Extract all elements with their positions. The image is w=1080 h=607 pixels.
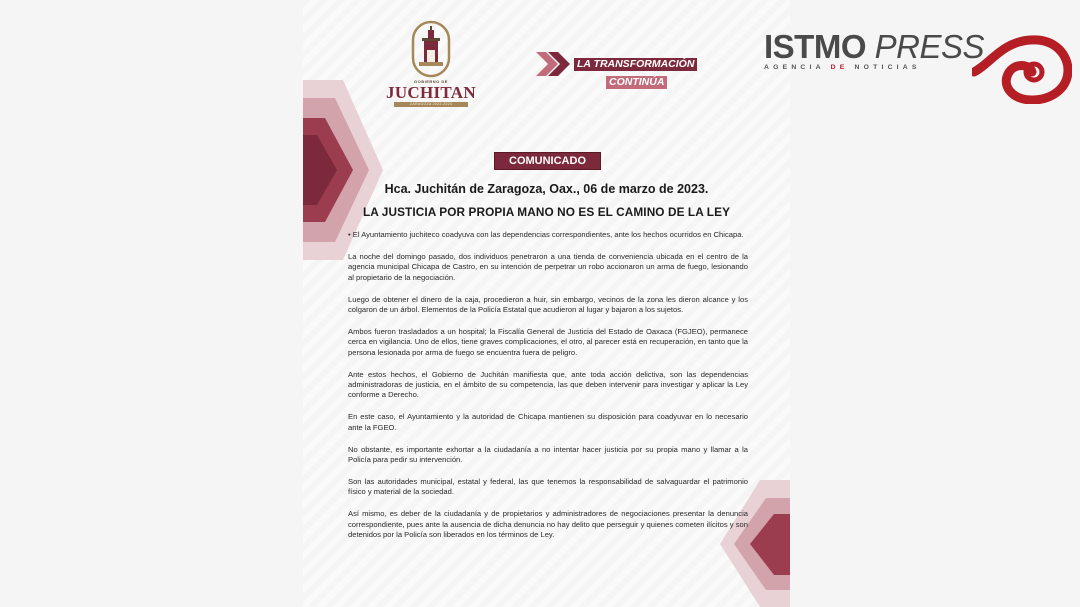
city-hall-emblem-icon bbox=[411, 20, 451, 78]
paragraph: Ambos fueron trasladados a un hospital; la Fiscalía General de Justicia del Estado de Oaxaca (FGJEO), permanece cerca en vigilancia. Uno de ellos, tiene graves complicaciones, el otro, al parecer está en recuperación, en tanto que la persona lesionada por arma de fuego se encuentra fuera de peligro. bbox=[348, 326, 748, 357]
comunicado-badge: COMUNICADO bbox=[494, 152, 601, 170]
dateline: Hca. Juchitán de Zaragoza, Oax., 06 de marzo de 2023. bbox=[384, 182, 709, 196]
headline: LA JUSTICIA POR PROPIA MANO NO ES EL CAMINO DE LA LEY bbox=[362, 205, 731, 219]
press-release-body bbox=[348, 230, 748, 552]
istmo-press-title bbox=[764, 28, 984, 66]
campaign-text bbox=[574, 54, 716, 90]
juchitan-government-logo bbox=[381, 20, 481, 107]
brand-main: ISTMO bbox=[764, 28, 866, 65]
istmo-tagline bbox=[764, 64, 921, 71]
paragraph: Luego de obtener el dinero de la caja, procedieron a huir, sin embargo, vecinos de la zona les dieron alcance y los colgaron de un árbol. Elementos de la Policía Estatal que acudieron al lugar y bajaron a los sujetos. bbox=[348, 294, 748, 315]
municipality-name: JUCHITAN bbox=[386, 83, 476, 102]
campaign-logo bbox=[536, 50, 716, 88]
double-arrow-icon bbox=[536, 52, 572, 76]
tagline-de: DE bbox=[830, 64, 849, 71]
gobierno-label: GOBIERNO DE bbox=[414, 79, 448, 84]
tagline-pre: AGENCIA bbox=[764, 64, 825, 71]
paragraph: No obstante, es importante exhortar a la ciudadanía a no intentar hacer justicia por su propia mano y llamar a la Policía para pedir su intervención. bbox=[348, 444, 748, 465]
istmo-press-mark-icon bbox=[972, 34, 1072, 104]
paragraph: En este caso, el Ayuntamiento y la autoridad de Chicapa mantienen su disposición para coadyuvar en lo necesario ante la FGEO. bbox=[348, 412, 748, 432]
paragraph: Ante estos hechos, el Gobierno de Juchitán manifiesta que, ante toda acción delictiva, son las dependencias administradoras de justicia, en el ámbito de su competencia, las que deben intervenir para investigar y aplicar la Ley conforme a Derecho. bbox=[348, 369, 748, 400]
paragraph: Son las autoridades municipal, estatal y federal, las que tenemos la responsabilidad de salvaguardar el patrimonio físico y material de la sociedad. bbox=[348, 477, 748, 497]
paragraph: • El Ayuntamiento juchiteco coadyuva con las dependencias correspondientes, ante los hechos ocurridos en Chicapa. bbox=[348, 230, 744, 239]
brand-italic: PRESS bbox=[874, 28, 985, 65]
press-release-document bbox=[303, 0, 790, 607]
campaign-line-2: CONTINÚA bbox=[606, 76, 667, 89]
istmo-press-watermark bbox=[760, 28, 1072, 108]
logo-strip: ZARAGOZA 2022-2024 bbox=[394, 102, 468, 107]
tagline-post: NOTICIAS bbox=[854, 64, 921, 71]
paragraph: Así mismo, es deber de la ciudadanía y de propietarios y administradores de negociaciones presentar la denuncia correspondiente, pues ante la ausencia de dicha denuncia no hay delito que perseguir y quienes cometen ilícitos y son detenidos por la Policía son liberados en los términos de Ley. bbox=[348, 509, 748, 540]
left-background bbox=[0, 0, 303, 607]
campaign-line-1: LA TRANSFORMACIÓN bbox=[574, 58, 697, 71]
paragraph: La noche del domingo pasado, dos individuos penetraron a una tienda de conveniencia ubicada en el centro de la agencia municipal Chicapa de Castro, en su intención de perpetrar un robo accionaron un arma de fuego, lesionando al propietario de la negociación. bbox=[348, 251, 748, 282]
